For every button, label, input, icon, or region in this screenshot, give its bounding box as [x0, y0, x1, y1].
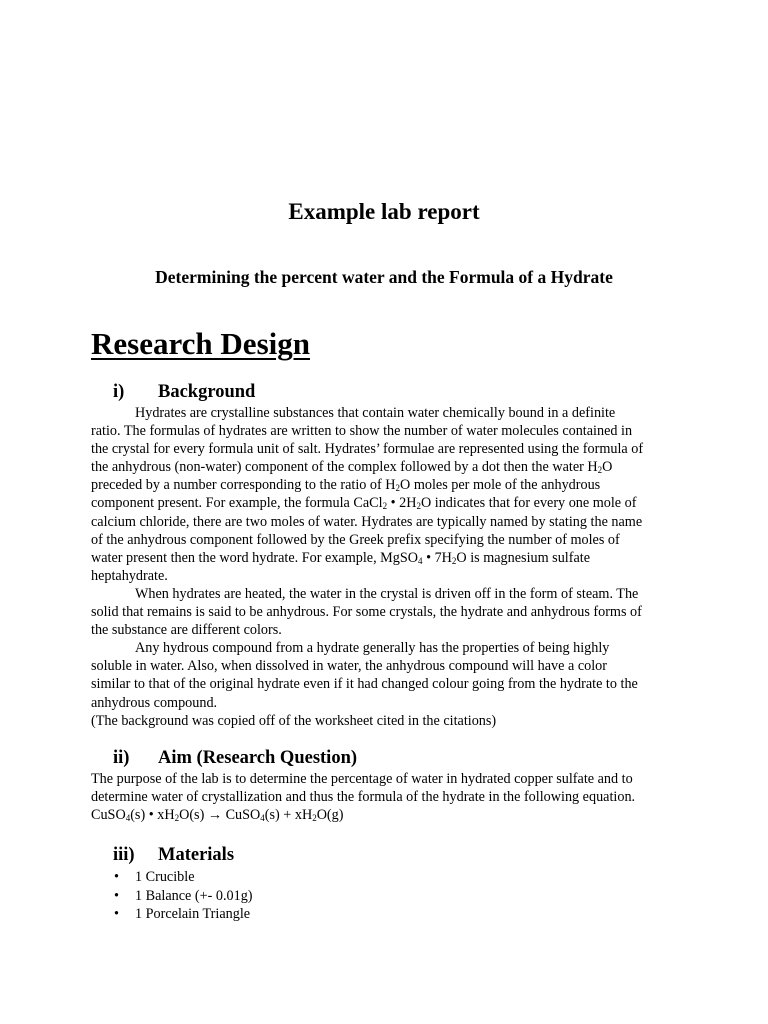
paragraph-line: calcium chloride, there are two moles of water. Hydrates are typically named by stating the name — [91, 513, 643, 530]
chemical-equation: CuSO$_4$(s) • $xH_2O(s)$ → CuSO$_4$(s) + $xH_2O(g)$ — [91, 807, 344, 824]
paragraph-line: the anhydrous (non-water) component of the complex followed by a dot then the water $H_2O$ — [91, 459, 613, 476]
list-item: • 1 Balance (+- 0.01g) — [114, 887, 253, 904]
paragraph-line: determine water of crystallization and thus the formula of the hydrate in the following equation. — [91, 789, 636, 806]
document-title: Example lab report — [288, 199, 480, 224]
document-subtitle: Determining the percent water and the Formula of a Hydrate — [155, 267, 613, 287]
list-item: • 1 Porcelain Triangle — [114, 906, 251, 922]
paragraph-line: soluble in water. Also, when dissolved in water, the anhydrous compound will have a color — [91, 658, 607, 675]
paragraph-line: heptahydrate. — [91, 567, 168, 584]
bullet-icon: • — [114, 887, 119, 904]
paragraph-line: water present then the word hydrate. For example, MgSO$_4$ • $7H_2O$ is magnesium sulfate — [91, 549, 590, 566]
paragraph-line: solid that remains is said to be anhydrous. For some crystals, the hydrate and anhydrous forms of — [91, 604, 642, 621]
paragraph-line: The purpose of the lab is to determine the percentage of water in hydrated copper sulfate and to — [91, 771, 633, 787]
background-body — [91, 404, 681, 730]
paragraph-line: Hydrates are crystalline substances that contain water chemically bound in a definite — [135, 405, 616, 421]
background-number: i) — [113, 382, 125, 402]
paragraph-line: When hydrates are heated, the water in the crystal is driven off in the form of steam. The — [135, 585, 639, 602]
citation-note: (The background was copied off of the worksheet cited in the citations) — [91, 712, 497, 729]
paragraph-line: ratio. The formulas of hydrates are written to show the number of water molecules contained in — [91, 423, 633, 440]
materials-list — [91, 868, 253, 924]
aim-number: ii) — [113, 748, 130, 768]
paragraph-line: component present. For example, the formula CaCl$_2$ • $2H_2O$ indicates that for every one mole of — [91, 495, 637, 512]
paragraph-line: preceded by a number corresponding to the ratio of $H_2O$ moles per mole of the anhydrous — [91, 477, 601, 494]
bullet-icon: • — [114, 906, 119, 922]
paragraph-line: the substance are different colors. — [91, 622, 282, 639]
aim-body — [91, 770, 681, 824]
aim-title: Aim (Research Question) — [158, 748, 358, 768]
section-heading-research-design: Research Design — [91, 326, 310, 361]
background-title: Background — [158, 382, 256, 402]
paragraph-line: anhydrous compound. — [91, 694, 218, 711]
paragraph-line: similar to that of the original hydrate even if it had changed colour going from the hydrate to the — [91, 676, 638, 693]
paragraph-line: Any hydrous compound from a hydrate generally has the properties of being highly — [135, 640, 610, 657]
materials-number: iii) — [113, 845, 135, 865]
bullet-icon: • — [114, 869, 119, 885]
materials-title: Materials — [158, 845, 235, 865]
list-item: • 1 Crucible — [114, 869, 195, 885]
paragraph-line: the crystal for every formula unit of salt. Hydrates’ formulae are represented using the formula of — [91, 441, 644, 458]
paragraph-line: of the anhydrous component followed by the Greek prefix specifying the number of moles of — [91, 531, 620, 548]
